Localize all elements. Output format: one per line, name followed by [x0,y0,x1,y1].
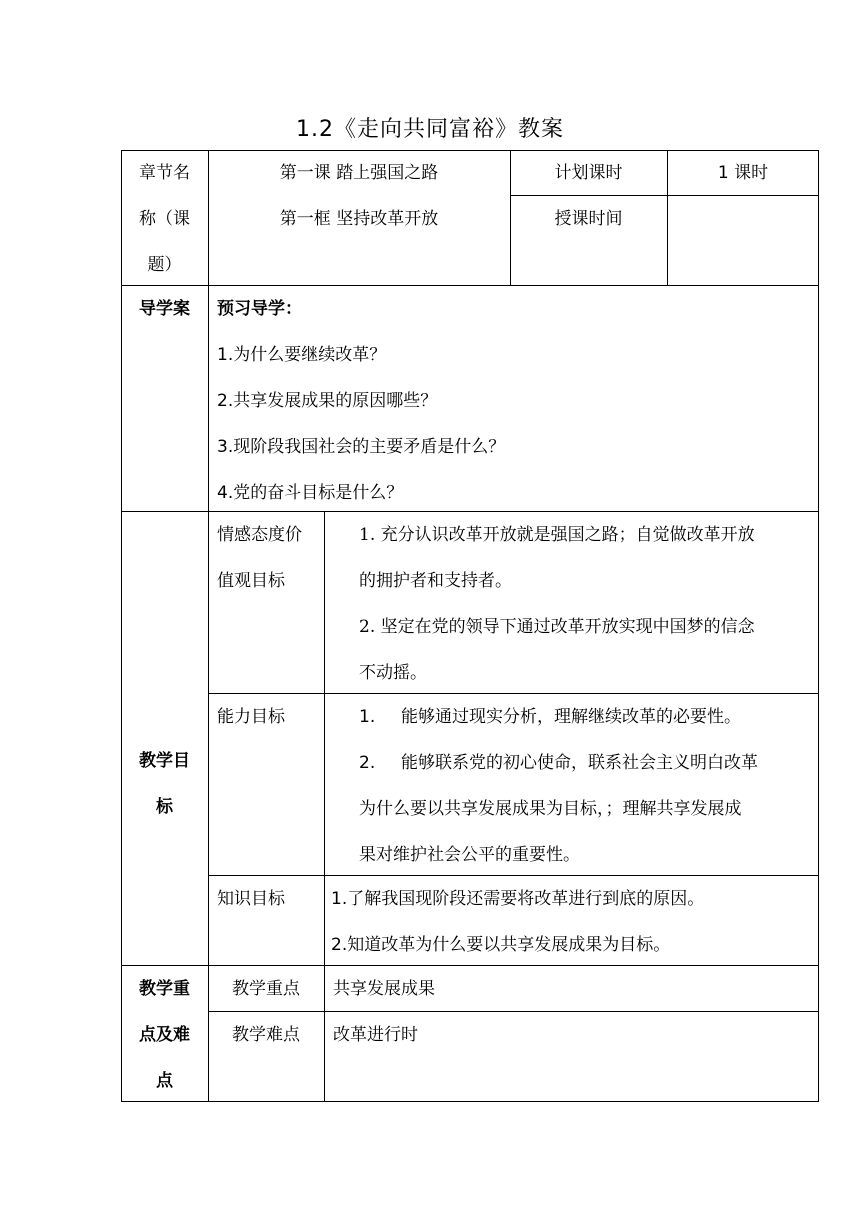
focus-value: 共享发展成果 [333,979,435,999]
knowledge-label: 知识目标 [217,889,285,909]
knowledge-text: 2.知道改革为什么要以共享发展成果为目标。 [331,935,671,955]
focus-label: 教学重点 [232,979,300,999]
plan-hours-value: 1 课时 [717,163,769,183]
page-title: 1.2《走向共同富裕》教案 [296,117,564,142]
keypoints-label-line2: 点及难 [139,1025,190,1045]
plan-hours-label: 计划课时 [554,163,623,183]
ability-item2-text: 为什么要以共享发展成果为目标，；理解共享发展成 [359,799,742,819]
ability-label: 能力目标 [217,707,285,727]
col-divider-label [208,150,209,1102]
chapter-label-line2: 称（课 [139,209,190,229]
guide-heading: 预习导学： [217,299,302,319]
emotion-text: 不动摇。 [359,663,427,683]
emotion-text: 2. 坚定在党的领导下通过改革开放实现中国梦的信念 [359,617,755,637]
emotion-text: 的拥护者和支持者。 [359,571,512,591]
objectives-label-line1: 教学目 [139,751,190,771]
ability-item1-text: 能够通过现实分析，理解继续改革的必要性。 [401,707,741,727]
guide-question: 2.共享发展成果的原因哪些？ [217,391,438,411]
difficulty-label: 教学难点 [232,1025,300,1045]
table-border-bottom [121,1101,819,1102]
keypoints-label-line1: 教学重 [139,979,190,999]
ability-item2-number: 2. [359,753,376,773]
teach-time-label: 授课时间 [554,209,623,229]
guide-question: 1.为什么要继续改革？ [217,345,387,365]
guide-question: 3.现阶段我国社会的主要矛盾是什么？ [217,437,506,457]
ability-item2-text: 果对维护社会公平的重要性。 [359,845,580,865]
emotion-label-line1: 情感态度价 [217,525,302,545]
keypoints-label-line3: 点 [156,1071,173,1091]
chapter-label-line1: 章节名 [139,163,190,183]
col-divider-sub [324,511,325,1101]
table-border-right [818,150,819,1102]
objectives-label-line2: 标 [156,797,173,817]
difficulty-value: 改革进行时 [333,1025,418,1045]
guide-label: 导学案 [139,299,190,319]
frame-title: 第一框 坚持改革开放 [279,209,439,229]
chapter-label-line3: 题） [147,255,182,275]
ability-item2-text: 能够联系党的初心使命，联系社会主义明白改革 [401,753,758,773]
emotion-label-line2: 值观目标 [217,571,285,591]
knowledge-text: 1.了解我国现阶段还需要将改革进行到底的原因。 [331,889,705,909]
ability-item1-number: 1. [359,707,376,727]
lesson-plan-table [121,150,819,1102]
emotion-text: 1. 充分认识改革开放就是强国之路；自觉做改革开放 [359,525,755,545]
lesson-title: 第一课 踏上强国之路 [279,163,439,183]
guide-question: 4.党的奋斗目标是什么？ [217,483,404,503]
